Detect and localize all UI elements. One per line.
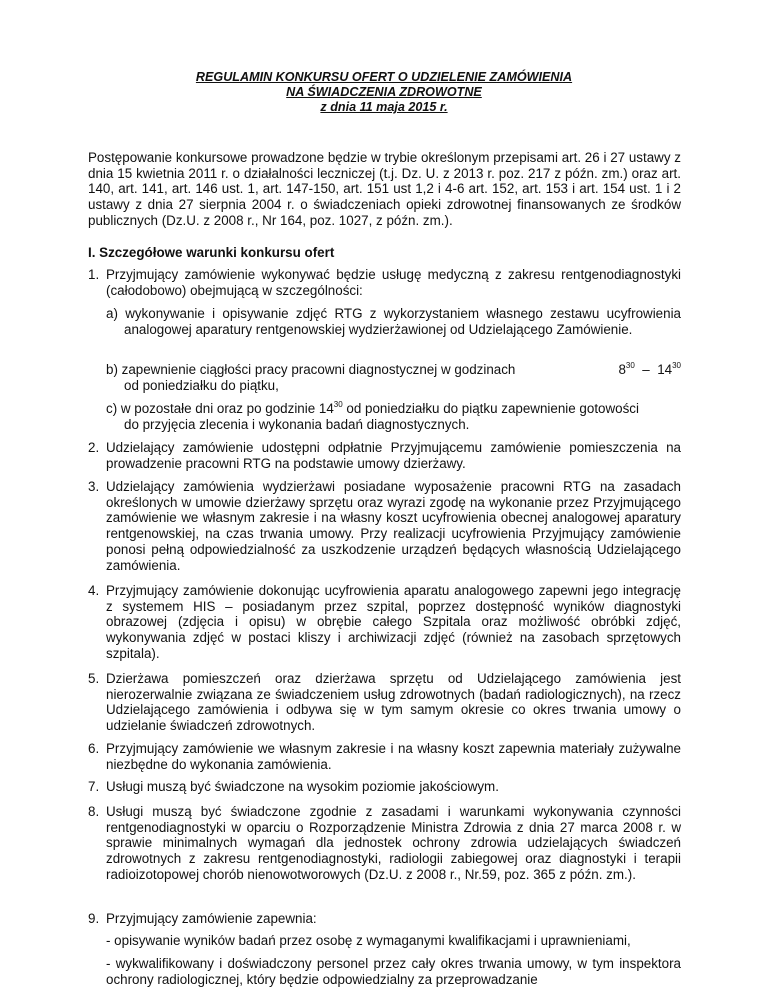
item-1-text: Przyjmujący zamówienie wykonywać będzie usługę medyczną z zakresu rentgenodiagnostyki (całodobowo) obejmującą w szczególności: (106, 267, 681, 298)
hours-from-minutes: 30 (625, 361, 635, 370)
item-6-text: Przyjmujący zamówienie we własnym zakresie i na własny koszt zapewnia materiały zużywalne niezbędne do wykonania zamówienia. (106, 741, 681, 772)
hours-to: 14 (657, 362, 673, 377)
item-1-sub-b-line1: b) zapewnienie ciągłości pracy pracowni diagnostycznej w godzinach (106, 362, 516, 377)
hours-to-minutes: 30 (672, 361, 681, 370)
item-1-sub-b-hours (618, 362, 681, 378)
item-9-text: Przyjmujący zamówienie zapewnia: (106, 911, 317, 926)
item-5-text: Dzierżawa pomieszczeń oraz dzierżawa sprzętu od Udzielającego zamówienia jest nierozerwalnie związana ze świadczeniem usług zdrowotnych (badań radiologicznych), na rzecz Udzielającego zamówienia i odbywa się w tym samym okresie co okres trwania umowy o udzielanie świadczeń zdrowotnych. (106, 671, 681, 734)
item-1-sub-b-line2: od poniedziałku do piątku, (124, 377, 279, 393)
item-1-sub-c (106, 401, 681, 432)
item-1-sub-b (106, 362, 681, 393)
item-number-6: 6. (88, 741, 100, 756)
title-line-1: REGULAMIN KONKURSU OFERT O UDZIELENIE ZAMÓWIENIA (195, 70, 573, 84)
item-1-sub-c-sup: 30 (333, 400, 343, 409)
item-8-text: Usługi muszą być świadczone zgodnie z zasadami i warunkami wykonywania czynności rentgenodiagnostyki w oparciu o Rozporządzenie Ministra Zdrowia z dnia 27 marca 2008 r. w sprawie minimalnych wymagań dla jednostek ochrony zdrowia udzielających świadczeń zdrowotnych z zakresu rentgenodiagnostyki, radiologii zabiegowej oraz diagnostyki i terapii radioizotopowej chorób nienowotworowych (Dz.U. z 2008 r., Nr.59, poz. 365 z późn. zm.). (106, 804, 681, 882)
item-9-sub-2: - wykwalifikowany i doświadczony personel przez cały okres trwania umowy, w tym inspektora ochrony radiologicznej, który będzie odpowiedzialny za przeprowadzanie (106, 956, 681, 987)
item-number-7: 7. (88, 779, 100, 794)
item-7-text: Usługi muszą być świadczone na wysokim poziomie jakościowym. (106, 779, 499, 794)
title-date: z dnia 11 maja 2015 r. (320, 100, 448, 114)
item-4-text: Przyjmujący zamówienie dokonując ucyfrowienia aparatu analogowego zapewni jego integrację z systemem HIS – posiadanym przez szpital, poprzez dostępność wyników diagnostyki obrazowej (zdjęcia i opisu) w obrębie całego Szpitala oraz możliwość obróbki zdjęć, wykonywania zdjęć w postaci kliszy i archiwizacji zdjęć (również na zasobach sprzętowych szpitala). (106, 583, 681, 661)
intro-paragraph: Postępowanie konkursowe prowadzone będzie w trybie określonym przepisami art. 26 i 27 ustawy z dnia 15 kwietnia 2011 r. o działalności leczniczej (t.j. Dz. U. z 2013 r. poz. 217 z późn. zm.) oraz art. 140, art. 141, art. 146 ust. 1, art. 147-150, art. 151 ust 1,2 i 4-6 art. 152, art. 153 i art. 154 ust. 1 i 2 ustawy z dnia 27 sierpnia 2004 r. o świadczeniach opieki zdrowotnej finansowanych ze środków publicznych (Dz.U. z 2008 r., Nr 164, poz. 1027, z późn. zm.). (88, 150, 681, 228)
title-line-2: NA ŚWIADCZENIA ZDROWOTNE (286, 85, 482, 99)
item-1-sub-c-part2: od poniedziałku do piątku zapewnienie gotowości (342, 401, 639, 416)
item-number-8: 8. (88, 804, 100, 819)
item-number-2: 2. (88, 440, 100, 455)
item-9-sub-1: - opisywanie wyników badań przez osobę z wymaganymi kwalifikacjami i uprawnieniami, (106, 933, 631, 948)
item-3-text: Udzielający zamówienia wydzierżawi posiadane wyposażenie pracowni RTG na zasadach określonych w umowie dzierżawy sprzętu oraz wyrazi zgodę na wykonanie przez Przyjmującego zamówienie we własnym zakresie i na własny koszt ucyfrowienia obecnej analogowej aparatury rentgenowskiej, na czas trwania umowy. Przy realizacji ucyfrowienia Przyjmujący zamówienie ponosi pełną odpowiedzialność za uszkodzenie urządzeń będących własnością Udzielającego zamówienia. (106, 479, 681, 573)
item-1-sub-a: a) wykonywanie i opisywanie zdjęć RTG z wykorzystaniem własnego zestawu ucyfrowienia analogowej aparatury rentgenowskiej wydzierżawionej od Udzielającego Zamówienie. (106, 306, 681, 337)
item-number-3: 3. (88, 479, 100, 494)
hours-from: 8 (618, 362, 626, 377)
item-1-sub-c-part1: c) w pozostałe dni oraz po godzinie 14 (106, 401, 334, 416)
item-number-5: 5. (88, 671, 100, 686)
item-number-1: 1. (88, 267, 100, 282)
item-number-9: 9. (88, 911, 100, 926)
hours-dash: – (642, 362, 650, 377)
item-1-sub-c-line2: do przyjęcia zlecenia i wykonania badań diagnostycznych. (124, 416, 470, 432)
section-heading: I. Szczegółowe warunki konkursu ofert (88, 245, 335, 260)
item-2-text: Udzielający zamówienie udostępni odpłatnie Przyjmującemu zamówienie pomieszczenia na prowadzenie pracowni RTG na podstawie umowy dzierżawy. (106, 440, 681, 471)
item-number-4: 4. (88, 583, 100, 598)
